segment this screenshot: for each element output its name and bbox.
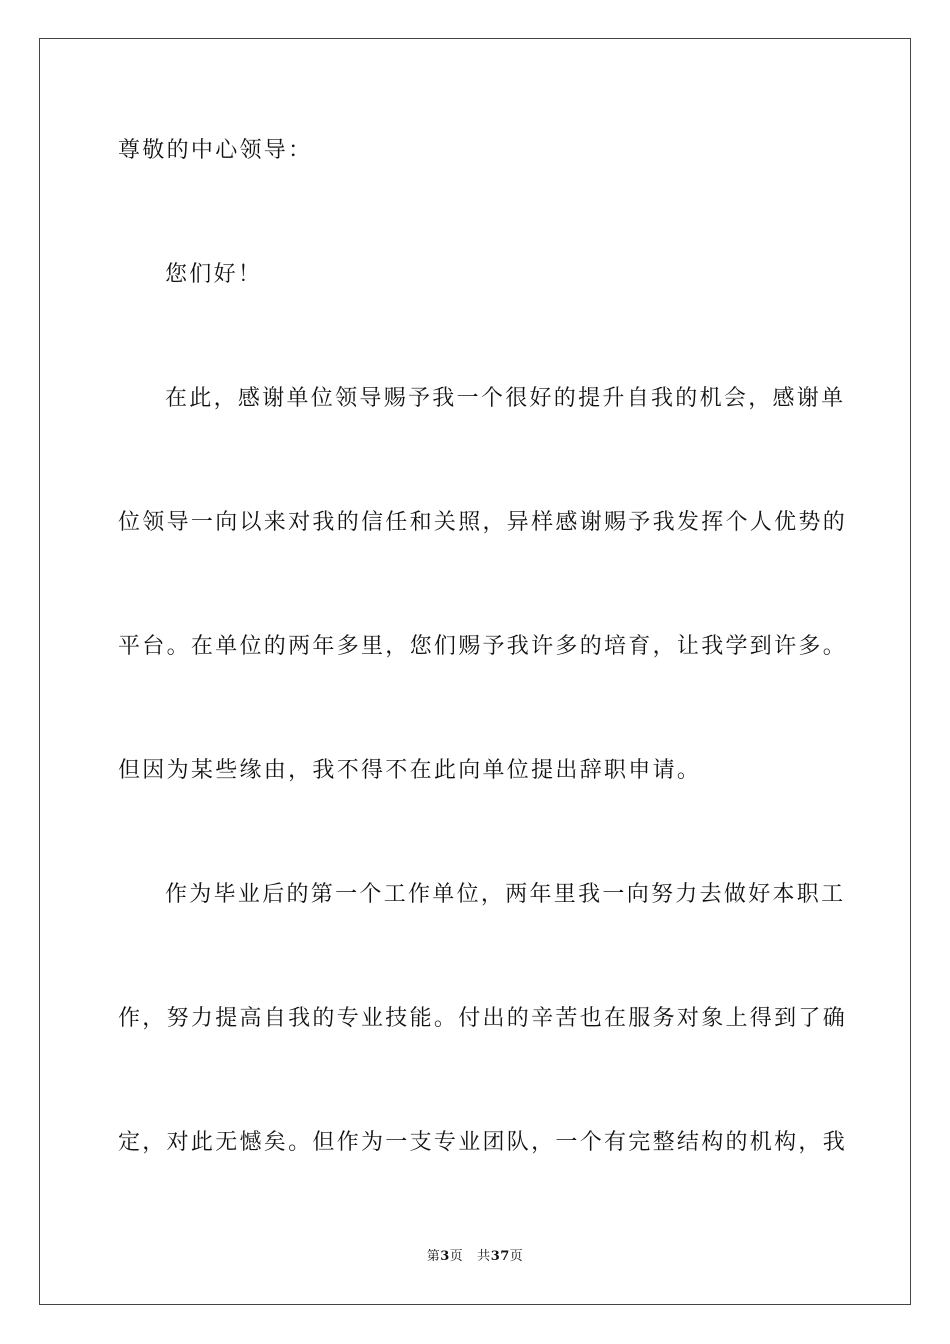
body-line: 作为毕业后的第一个工作单位，两年里我一向努力去做好本职工 <box>165 882 846 907</box>
page-frame <box>39 38 911 1305</box>
body-line: 位领导一向以来对我的信任和关照，异样感谢赐予我发挥个人优势的 <box>118 510 848 535</box>
page-footer <box>0 1248 950 1266</box>
footer-total-prefix: 共 <box>477 1249 491 1264</box>
footer-total-suffix: 页 <box>509 1249 524 1264</box>
footer-prefix: 第 <box>426 1249 441 1264</box>
salutation: 尊敬的中心领导： <box>118 138 313 163</box>
footer-total-pages: 37 <box>490 1249 510 1264</box>
greeting: 您们好！ <box>165 262 263 287</box>
body-line: 在此，感谢单位领导赐予我一个很好的提升自我的机会，感谢单 <box>165 386 846 411</box>
footer-page-suffix: 页 <box>449 1249 464 1264</box>
body-line: 定，对此无憾矣。但作为一支专业团队，一个有完整结构的机构，我 <box>118 1130 848 1155</box>
body-line: 作，努力提高自我的专业技能。付出的辛苦也在服务对象上得到了确 <box>118 1006 848 1031</box>
body-line: 但因为某些缘由，我不得不在此向单位提出辞职申请。 <box>118 758 702 783</box>
footer-page-number: 3 <box>440 1249 450 1264</box>
body-line: 平台。在单位的两年多里，您们赐予我许多的培育，让我学到许多。 <box>118 634 848 659</box>
